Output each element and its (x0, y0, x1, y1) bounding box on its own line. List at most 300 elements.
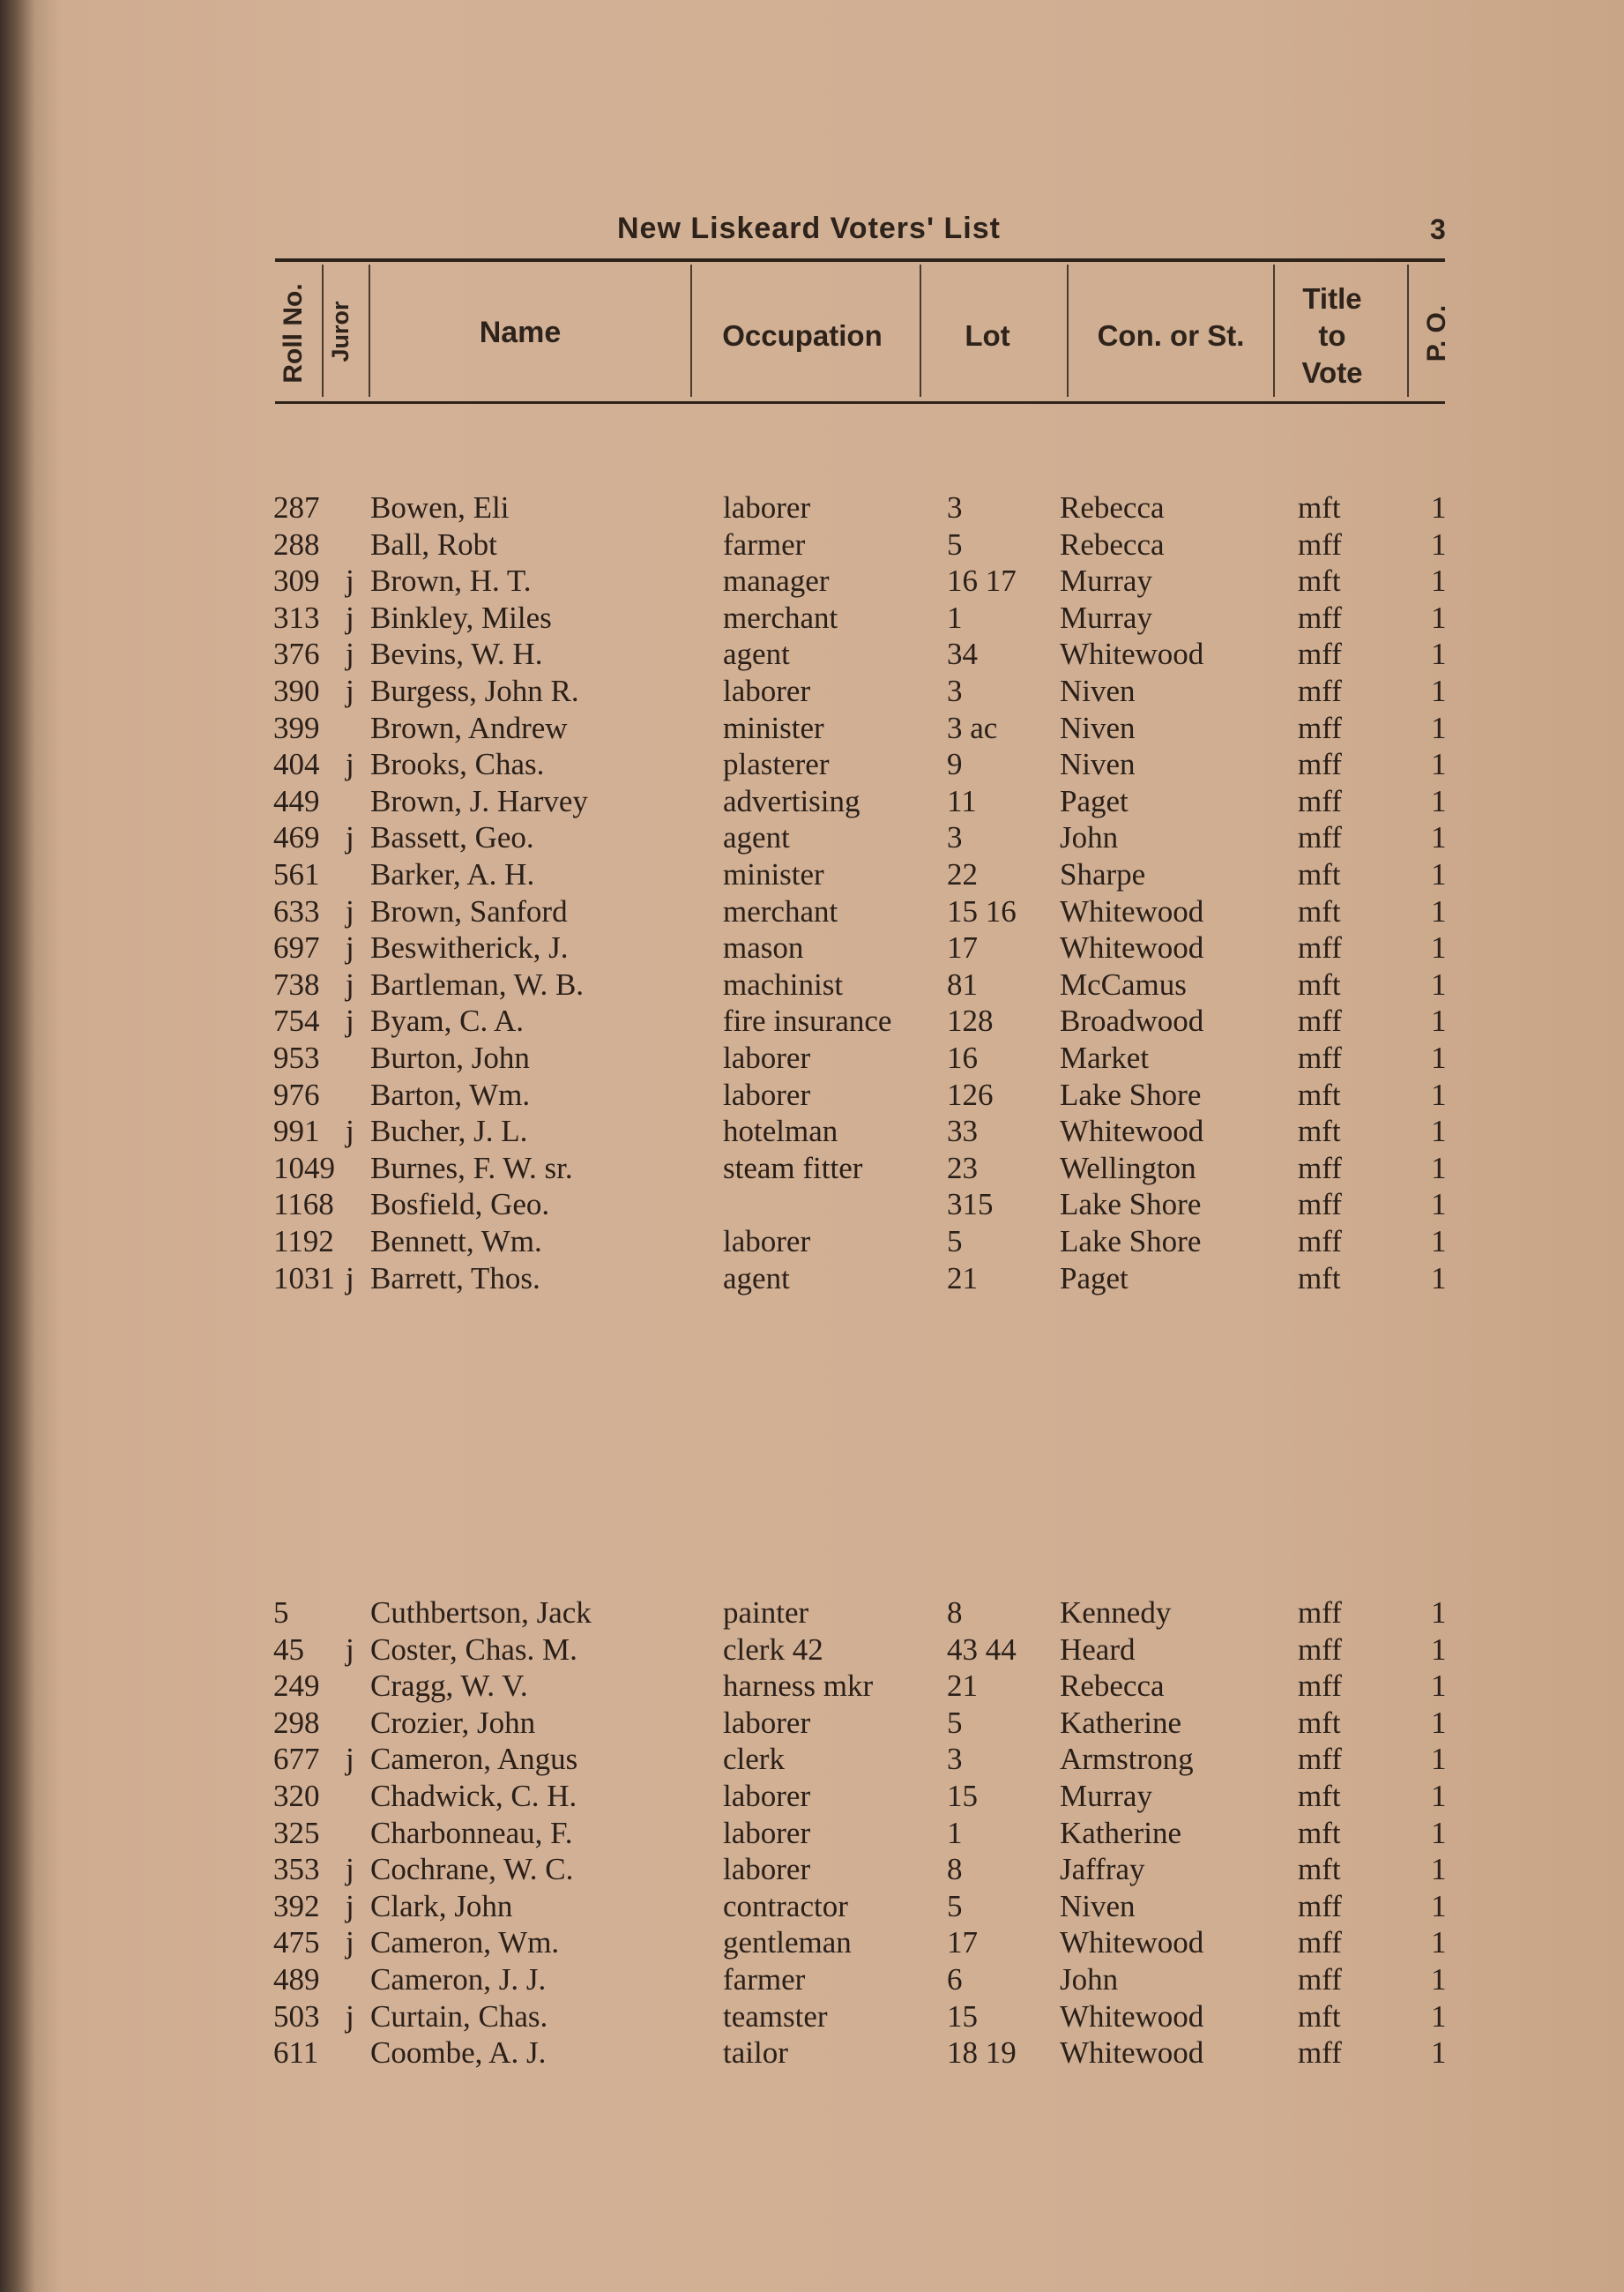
table-row (0, 746, 1624, 783)
roll-number: 449 (273, 783, 320, 818)
concession-or-street: Wellington (1060, 1150, 1196, 1185)
voter-name: Burgess, John R. (370, 674, 579, 708)
juror-mark: j (346, 637, 354, 672)
lot: 34 (947, 637, 978, 672)
concession-or-street: McCamus (1060, 967, 1187, 1002)
lot: 81 (947, 967, 978, 1002)
occupation: harness mkr (723, 1669, 874, 1704)
juror-mark: j (346, 564, 354, 599)
col-header-con: Con. or St. (1097, 319, 1245, 352)
roll-number: 309 (273, 564, 320, 599)
occupation: laborer (723, 1224, 811, 1258)
col-header-title-to-vote (1275, 280, 1389, 392)
concession-or-street: Whitewood (1060, 2035, 1204, 2071)
col-divider (690, 265, 692, 397)
title-to-vote: mff (1298, 1962, 1342, 1997)
juror-mark: j (346, 1742, 354, 1777)
concession-or-street: Jaffray (1060, 1852, 1145, 1887)
concession-or-street: Katherine (1060, 1705, 1181, 1740)
table-row (0, 563, 1624, 600)
concession-or-street: Armstrong (1060, 1742, 1194, 1777)
occupation: farmer (723, 1962, 806, 1997)
lot: 3 (947, 674, 963, 708)
title-to-vote: mff (1298, 1150, 1342, 1185)
post-office: 1 (1431, 967, 1447, 1002)
occupation: hotelman (723, 1114, 838, 1149)
table-row (0, 710, 1624, 747)
table-row (0, 1705, 1624, 1742)
lot: 8 (947, 1852, 963, 1887)
occupation: laborer (723, 1077, 811, 1112)
post-office: 1 (1431, 820, 1447, 855)
table-row (0, 1003, 1624, 1040)
roll-number: 633 (273, 893, 320, 929)
lot: 15 (947, 1779, 978, 1813)
table-row (0, 1223, 1624, 1260)
table-row (0, 1150, 1624, 1187)
occupation: tailor (723, 2035, 788, 2071)
voter-name: Cragg, W. V. (370, 1669, 528, 1704)
roll-number: 1192 (273, 1224, 334, 1258)
juror-mark: j (346, 600, 354, 635)
page-title: New Liskeard Voters' List (617, 212, 1001, 245)
post-office: 1 (1431, 1888, 1447, 1923)
roll-number: 45 (273, 1631, 304, 1667)
roll-number: 287 (273, 490, 320, 525)
post-office: 1 (1431, 526, 1447, 562)
post-office: 1 (1431, 1705, 1447, 1740)
voter-name: Bosfield, Geo. (370, 1187, 550, 1222)
voter-name: Bowen, Eli (370, 490, 510, 525)
voter-name: Binkley, Miles (370, 600, 552, 635)
table-row (0, 1631, 1624, 1669)
roll-number: 376 (273, 637, 320, 672)
concession-or-street: Whitewood (1060, 1925, 1204, 1960)
concession-or-street: Niven (1060, 710, 1136, 745)
post-office: 1 (1431, 564, 1447, 599)
voter-name: Chadwick, C. H. (370, 1779, 577, 1813)
table-row (0, 893, 1624, 930)
title-to-vote: mft (1298, 1260, 1341, 1295)
occupation: minister (723, 710, 824, 745)
post-office: 1 (1431, 1077, 1447, 1112)
lot: 17 (947, 1925, 978, 1960)
table-row (0, 636, 1624, 673)
post-office: 1 (1431, 637, 1447, 672)
post-office: 1 (1431, 1998, 1447, 2034)
table-row (0, 929, 1624, 967)
occupation: mason (723, 930, 804, 966)
title-to-vote: mft (1298, 490, 1341, 525)
concession-or-street: Market (1060, 1041, 1150, 1075)
concession-or-street: Paget (1060, 783, 1129, 818)
lot: 16 (947, 1041, 978, 1075)
occupation: laborer (723, 674, 811, 708)
voter-name: Beswitherick, J. (370, 930, 569, 966)
title-to-vote: mft (1298, 1705, 1341, 1740)
post-office: 1 (1431, 1925, 1447, 1960)
post-office: 1 (1431, 1595, 1447, 1630)
concession-or-street: Lake Shore (1060, 1224, 1202, 1258)
post-office: 1 (1431, 1742, 1447, 1777)
lot: 18 19 (947, 2035, 1017, 2071)
table-row (0, 1924, 1624, 1961)
juror-mark: j (346, 674, 354, 708)
voter-name: Burnes, F. W. sr. (370, 1150, 573, 1185)
table-row (0, 1741, 1624, 1778)
voter-name: Brown, J. Harvey (370, 783, 588, 818)
title-to-vote: mff (1298, 1224, 1342, 1258)
col-header-name: Name (479, 316, 562, 349)
lot: 5 (947, 1888, 963, 1923)
table-row (0, 819, 1624, 856)
lot: 5 (947, 1224, 963, 1258)
roll-number: 561 (273, 857, 320, 892)
voter-name: Brown, Sanford (370, 893, 568, 929)
voter-name: Curtain, Chas. (370, 1998, 548, 2034)
juror-mark: j (346, 820, 354, 855)
occupation: minister (723, 857, 824, 892)
post-office: 1 (1431, 783, 1447, 818)
lot: 1 (947, 600, 963, 635)
table-row (0, 967, 1624, 1004)
post-office: 1 (1431, 1150, 1447, 1185)
col-header-roll-no: Roll No. (279, 283, 308, 384)
concession-or-street: Whitewood (1060, 637, 1204, 672)
concession-or-street: Lake Shore (1060, 1077, 1202, 1112)
voter-name: Brown, Andrew (370, 710, 568, 745)
roll-number: 991 (273, 1114, 320, 1149)
lot: 16 17 (947, 564, 1017, 599)
col-divider (1067, 265, 1069, 397)
post-office: 1 (1431, 674, 1447, 708)
roll-number: 475 (273, 1925, 320, 1960)
voter-name: Charbonneau, F. (370, 1815, 573, 1850)
concession-or-street: Whitewood (1060, 1998, 1204, 2034)
title-to-vote: mff (1298, 1669, 1342, 1704)
title-to-vote: mft (1298, 1815, 1341, 1850)
juror-mark: j (346, 1888, 354, 1923)
concession-or-street: John (1060, 820, 1119, 855)
post-office: 1 (1431, 490, 1447, 525)
lot: 3 (947, 820, 963, 855)
title-to-vote: mff (1298, 674, 1342, 708)
lot: 17 (947, 930, 978, 966)
title-to-vote: mff (1298, 1041, 1342, 1075)
roll-number: 469 (273, 820, 320, 855)
concession-or-street: Whitewood (1060, 930, 1204, 966)
occupation: gentleman (723, 1925, 852, 1960)
occupation: contractor (723, 1888, 848, 1923)
roll-number: 320 (273, 1779, 320, 1813)
occupation: laborer (723, 1815, 811, 1850)
title-to-vote: mft (1298, 1779, 1341, 1813)
roll-number: 288 (273, 526, 320, 562)
col-divider (1273, 265, 1275, 397)
lot: 15 (947, 1998, 978, 2034)
voter-name: Cameron, Angus (370, 1742, 578, 1777)
table-row (0, 1594, 1624, 1631)
table-row (0, 1260, 1624, 1297)
lot: 15 16 (947, 893, 1017, 929)
voter-name: Cochrane, W. C. (370, 1852, 574, 1887)
post-office: 1 (1431, 600, 1447, 635)
occupation: clerk (723, 1742, 785, 1777)
lot: 21 (947, 1260, 978, 1295)
lot: 3 (947, 1742, 963, 1777)
title-to-vote: mff (1298, 1187, 1342, 1222)
col-header-lot: Lot (965, 319, 1010, 352)
juror-mark: j (346, 967, 354, 1002)
voter-name: Barton, Wm. (370, 1077, 531, 1112)
voter-name: Cameron, Wm. (370, 1925, 560, 1960)
lot: 33 (947, 1114, 978, 1149)
occupation: laborer (723, 1041, 811, 1075)
occupation: advertising (723, 783, 860, 818)
col-divider (322, 265, 324, 397)
title-to-vote: mff (1298, 1925, 1342, 1960)
table-row (0, 1961, 1624, 1998)
table-row (0, 673, 1624, 710)
concession-or-street: Rebecca (1060, 1669, 1165, 1704)
lot: 5 (947, 526, 963, 562)
title-to-vote: mft (1298, 1114, 1341, 1149)
occupation: merchant (723, 600, 838, 635)
concession-or-street: Rebecca (1060, 526, 1165, 562)
table-row (0, 856, 1624, 893)
post-office: 1 (1431, 1852, 1447, 1887)
table-row (0, 1998, 1624, 2035)
roll-number: 754 (273, 1004, 320, 1039)
voter-name: Burton, John (370, 1041, 530, 1075)
occupation: laborer (723, 1705, 811, 1740)
voter-name: Brooks, Chas. (370, 747, 545, 782)
voter-name: Brown, H. T. (370, 564, 532, 599)
voter-name: Bucher, J. L. (370, 1114, 528, 1149)
juror-mark: j (346, 893, 354, 929)
table-row (0, 2034, 1624, 2072)
occupation: laborer (723, 490, 811, 525)
title-to-vote: mff (1298, 526, 1342, 562)
title-to-vote: mft (1298, 564, 1341, 599)
post-office: 1 (1431, 1815, 1447, 1850)
title-to-vote: mft (1298, 893, 1341, 929)
concession-or-street: Whitewood (1060, 1114, 1204, 1149)
header-rule-bottom (275, 401, 1445, 404)
title-to-vote: mff (1298, 637, 1342, 672)
title-to-vote: mff (1298, 1888, 1342, 1923)
lot: 128 (947, 1004, 994, 1039)
lot: 23 (947, 1150, 978, 1185)
table-row (0, 1040, 1624, 1077)
title-to-vote: mft (1298, 1852, 1341, 1887)
post-office: 1 (1431, 930, 1447, 966)
table-row (0, 600, 1624, 637)
juror-mark: j (346, 1260, 354, 1295)
voter-name: Bassett, Geo. (370, 820, 534, 855)
roll-number: 976 (273, 1077, 320, 1112)
occupation: laborer (723, 1852, 811, 1887)
voter-name: Bevins, W. H. (370, 637, 543, 672)
post-office: 1 (1431, 1114, 1447, 1149)
concession-or-street: Murray (1060, 600, 1152, 635)
voter-name: Crozier, John (370, 1705, 536, 1740)
roll-number: 677 (273, 1742, 320, 1777)
post-office: 1 (1431, 893, 1447, 929)
concession-or-street: Lake Shore (1060, 1187, 1202, 1222)
title-to-vote: mft (1298, 967, 1341, 1002)
occupation: fire insurance (723, 1004, 892, 1039)
roll-number: 1049 (273, 1150, 335, 1185)
roll-number: 399 (273, 710, 320, 745)
juror-mark: j (346, 930, 354, 966)
title-to-vote: mff (1298, 1631, 1342, 1667)
header-rule-top (275, 258, 1445, 262)
table-row (0, 1815, 1624, 1852)
voter-name: Byam, C. A. (370, 1004, 525, 1039)
voter-name: Bartleman, W. B. (370, 967, 585, 1002)
occupation: manager (723, 564, 830, 599)
roll-number: 392 (273, 1888, 320, 1923)
roll-number: 325 (273, 1815, 320, 1850)
juror-mark: j (346, 1998, 354, 2034)
juror-mark: j (346, 1852, 354, 1887)
post-office: 1 (1431, 1004, 1447, 1039)
concession-or-street: Niven (1060, 1888, 1136, 1923)
post-office: 1 (1431, 1041, 1447, 1075)
post-office: 1 (1431, 857, 1447, 892)
title-to-vote: mff (1298, 2035, 1342, 2071)
title-to-vote: mff (1298, 1742, 1342, 1777)
roll-number: 353 (273, 1852, 320, 1887)
roll-number: 313 (273, 600, 320, 635)
concession-or-street: Rebecca (1060, 490, 1165, 525)
col-divider (369, 265, 370, 397)
concession-or-street: Broadwood (1060, 1004, 1204, 1039)
voter-name: Coster, Chas. M. (370, 1631, 577, 1667)
roll-number: 1168 (273, 1187, 334, 1222)
concession-or-street: John (1060, 1962, 1119, 1997)
concession-or-street: Paget (1060, 1260, 1129, 1295)
table-row (0, 783, 1624, 820)
roll-number: 738 (273, 967, 320, 1002)
concession-or-street: Katherine (1060, 1815, 1181, 1850)
title-to-vote: mft (1298, 857, 1341, 892)
roll-number: 298 (273, 1705, 320, 1740)
roll-number: 390 (273, 674, 320, 708)
roll-number: 404 (273, 747, 320, 782)
juror-mark: j (346, 1114, 354, 1149)
lot: 21 (947, 1669, 978, 1704)
roll-number: 1031 (273, 1260, 335, 1295)
occupation: plasterer (723, 747, 830, 782)
occupation: agent (723, 1260, 790, 1295)
post-office: 1 (1431, 1187, 1447, 1222)
col-divider (1407, 265, 1409, 397)
title-to-vote: mff (1298, 1004, 1342, 1039)
post-office: 1 (1431, 1631, 1447, 1667)
lot: 3 (947, 490, 963, 525)
col-header-occupation: Occupation (722, 319, 883, 352)
post-office: 1 (1431, 2035, 1447, 2071)
voter-name: Cuthbertson, Jack (370, 1595, 592, 1630)
occupation: farmer (723, 526, 806, 562)
voter-name: Clark, John (370, 1888, 513, 1923)
juror-mark: j (346, 1004, 354, 1039)
table-row (0, 1888, 1624, 1925)
table-row (0, 1113, 1624, 1150)
table-row (0, 1851, 1624, 1888)
concession-or-street: Niven (1060, 747, 1136, 782)
title-to-vote: mff (1298, 820, 1342, 855)
title-to-vote: mft (1298, 1998, 1341, 2034)
concession-or-street: Whitewood (1060, 893, 1204, 929)
title-to-vote: mff (1298, 600, 1342, 635)
voter-name: Barker, A. H. (370, 857, 535, 892)
title-to-vote: mff (1298, 783, 1342, 818)
concession-or-street: Kennedy (1060, 1595, 1172, 1630)
occupation: agent (723, 637, 790, 672)
title-to-vote: mff (1298, 710, 1342, 745)
lot: 1 (947, 1815, 963, 1850)
lot: 22 (947, 857, 978, 892)
title-to-vote: mff (1298, 747, 1342, 782)
concession-or-street: Heard (1060, 1631, 1136, 1667)
occupation: agent (723, 820, 790, 855)
occupation: laborer (723, 1779, 811, 1813)
occupation: steam fitter (723, 1150, 863, 1185)
lot: 5 (947, 1705, 963, 1740)
page-number: 3 (1430, 213, 1446, 245)
roll-number: 489 (273, 1962, 320, 1997)
table-row (0, 489, 1624, 526)
post-office: 1 (1431, 1260, 1447, 1295)
occupation: painter (723, 1595, 809, 1630)
table-row (0, 526, 1624, 564)
roll-number: 697 (273, 930, 320, 966)
post-office: 1 (1431, 1962, 1447, 1997)
lot: 43 44 (947, 1631, 1017, 1667)
col-header-juror: Juror (327, 301, 354, 362)
post-office: 1 (1431, 747, 1447, 782)
roll-number: 953 (273, 1041, 320, 1075)
lot: 11 (947, 783, 977, 818)
juror-mark: j (346, 747, 354, 782)
col-header-title-line1: Title (1302, 282, 1362, 315)
roll-number: 249 (273, 1669, 320, 1704)
concession-or-street: Niven (1060, 674, 1136, 708)
lot: 126 (947, 1077, 994, 1112)
roll-number: 5 (273, 1595, 289, 1630)
lot: 3 ac (947, 710, 998, 745)
occupation: machinist (723, 967, 844, 1002)
juror-mark: j (346, 1631, 354, 1667)
post-office: 1 (1431, 710, 1447, 745)
table-row (0, 1077, 1624, 1114)
occupation: teamster (723, 1998, 828, 2034)
roll-number: 611 (273, 2035, 319, 2071)
title-to-vote: mft (1298, 1077, 1341, 1112)
post-office: 1 (1431, 1224, 1447, 1258)
voter-name: Bennett, Wm. (370, 1224, 542, 1258)
table-row (0, 1668, 1624, 1705)
lot: 315 (947, 1187, 994, 1222)
col-header-title-line3: Vote (1301, 356, 1363, 389)
voter-name: Ball, Robt (370, 526, 497, 562)
lot: 9 (947, 747, 963, 782)
table-row (0, 1778, 1624, 1815)
col-header-po: P. O. (1422, 304, 1451, 362)
